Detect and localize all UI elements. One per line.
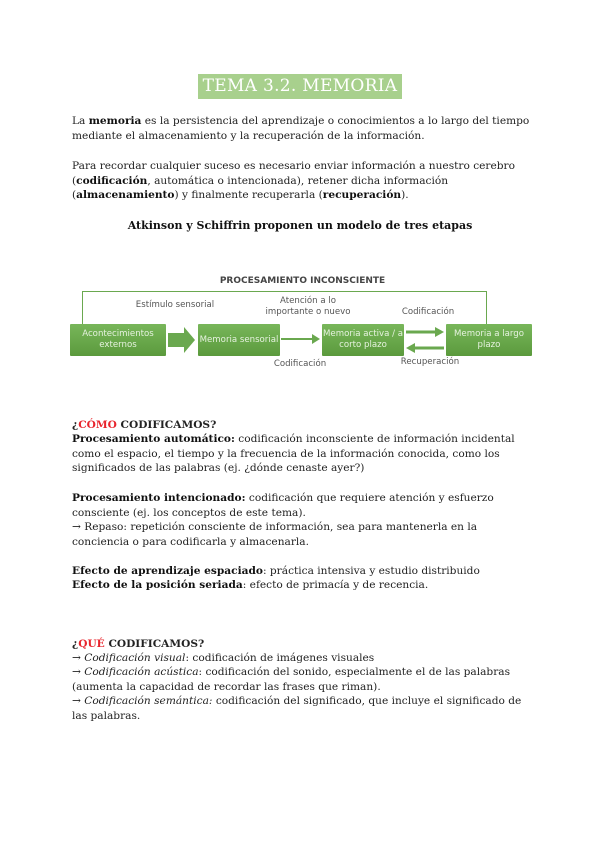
highlight-que: QUÉ — [78, 638, 105, 650]
text: : práctica intensiva y estudio distribuido — [262, 565, 480, 577]
term-intentional: Procesamiento intencionado: — [72, 492, 246, 504]
repaso: → Repaso: repetición consciente de información, sea para mantenerla en la conciencia o para codificarla y almacenarla. — [72, 521, 478, 548]
text: ¿ — [72, 419, 79, 431]
arrow-right-icon — [280, 332, 322, 346]
highlight-como: CÓMO — [78, 419, 117, 431]
arrow-icon: → — [72, 666, 85, 678]
text: codificación del significado, que incluye el significado de las palabras. — [72, 695, 522, 722]
big-arrow-icon — [166, 325, 196, 355]
term-codificacion: codificación — [76, 174, 148, 187]
term-recuperacion: recuperación — [322, 189, 402, 201]
box-long-term-memory: Memoria a largo plazo — [446, 324, 532, 356]
arrow-icon: → — [72, 695, 85, 707]
text: ¿ — [72, 638, 79, 650]
label-coding-top: Codificación — [401, 307, 455, 317]
intro-paragraph-1 — [72, 114, 532, 143]
text: Para recordar cualquier suceso es necesario enviar información a nuestro cerebro ( — [72, 160, 515, 187]
serial-effect — [72, 578, 532, 593]
page-title: TEMA 3.2. MEMORIA — [198, 74, 403, 99]
term-visual: Codificación visual — [84, 652, 186, 664]
semantic-coding — [72, 694, 532, 723]
text: ) y finalmente recuperarla ( — [174, 189, 323, 201]
auto-processing — [72, 432, 532, 476]
intentional-processing — [72, 491, 532, 520]
que-heading — [72, 637, 532, 652]
text: La — [72, 115, 89, 127]
text: codificación inconsciente de información incidental como el espacio, el tiempo y la frecuencia de la información conocida, como los significados de las palabras (ej. ¿dónde cenaste ayer?) — [72, 433, 515, 474]
term-spaced: Efecto de aprendizaje espaciado — [72, 565, 263, 577]
text: : codificación de imágenes visuales — [185, 652, 375, 664]
text: , automática o intencionada), retener dicha información ( — [72, 174, 449, 201]
label-attention: Atención a lo importante o nuevo — [265, 296, 351, 317]
term-serial: Efecto de la posición seriada — [72, 579, 243, 591]
text: CODIFICAMOS? — [116, 419, 217, 431]
label-coding-bottom: Codificación — [273, 359, 327, 369]
text: es la persistencia del aprendizaje o conocimientos a lo largo del tiempo mediante el almacenamiento y la recuperación de la información. — [72, 115, 530, 142]
text: codificación que requiere atención y esfuerzo consciente (ej. los conceptos de este tema). — [72, 492, 494, 519]
spaced-effect — [72, 564, 532, 579]
acoustic-coding — [72, 665, 532, 694]
box-short-term-memory: Memoria activa / a corto plazo — [322, 324, 404, 356]
text: : efecto de primacía y de recencia. — [242, 579, 429, 591]
arrow-icon: → — [72, 652, 85, 664]
term-memoria: memoria — [88, 115, 142, 127]
box-sensory-memory: Memoria sensorial — [198, 324, 280, 356]
memory-model-diagram — [70, 274, 535, 374]
diagram-top-label: PROCESAMIENTO INCONSCIENTE — [219, 276, 386, 286]
double-arrow-icon — [404, 324, 446, 356]
text: : codificación del sonido, especialmente el de las palabras (aumenta la capacidad de recordar las frases que riman). — [72, 666, 511, 693]
intro-paragraph-2 — [72, 159, 532, 203]
term-almacenamiento: almacenamiento — [76, 189, 175, 201]
visual-coding — [72, 651, 532, 666]
text: ). — [401, 189, 409, 201]
title-container — [0, 74, 600, 99]
term-acoustic: Codificación acústica — [84, 666, 199, 678]
text: CODIFICAMOS? — [104, 638, 205, 650]
como-heading — [72, 418, 532, 433]
term-semantic: Codificación semántica: — [84, 695, 213, 707]
box-external-events: Acontecimientos externos — [70, 324, 166, 356]
label-stimulus: Estímulo sensorial — [135, 300, 215, 310]
term-auto: Procesamiento automático: — [72, 433, 235, 445]
label-retrieval: Recuperación — [400, 357, 460, 367]
model-heading: Atkinson y Schiffrin proponen un modelo de tres etapas — [127, 219, 473, 232]
